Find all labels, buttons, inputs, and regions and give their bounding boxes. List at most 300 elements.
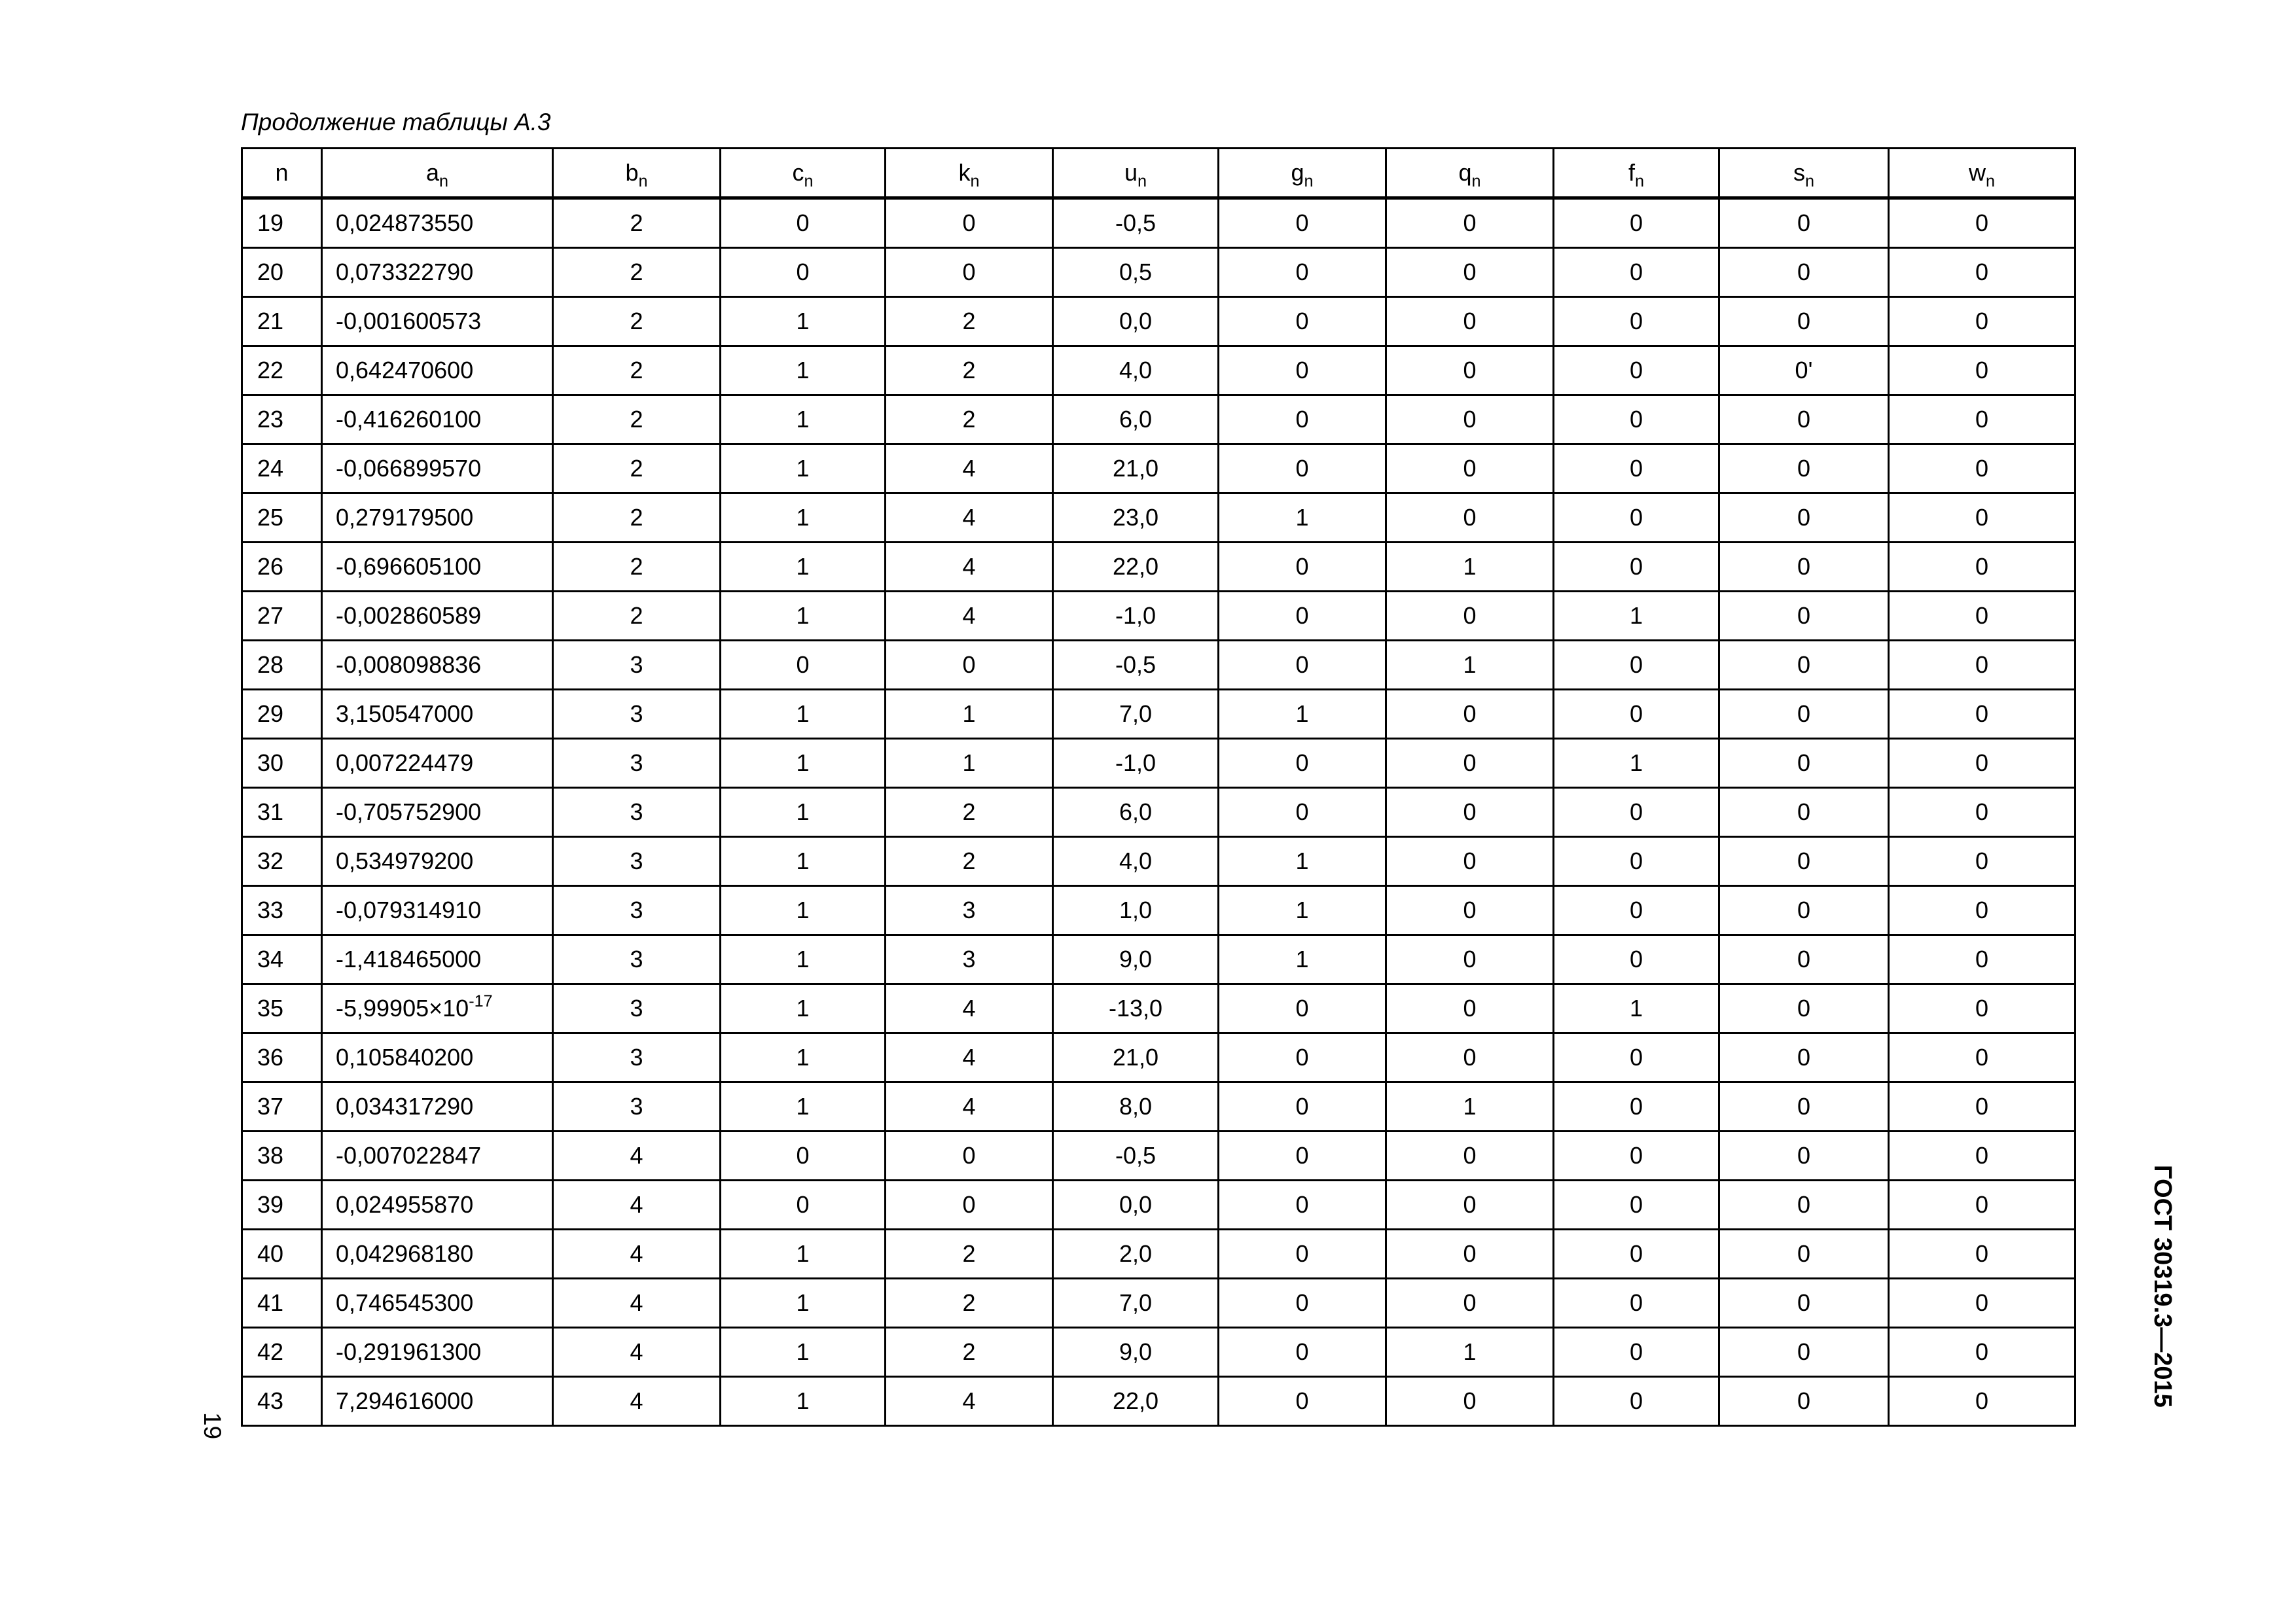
cell-c: 1 [721,690,886,739]
cell-k: 4 [886,543,1053,592]
cell-q: 0 [1386,346,1554,395]
cell-k: 0 [886,1132,1053,1181]
cell-n: 36 [242,1033,322,1082]
cell-w: 0 [1889,395,2075,444]
cell-b: 4 [553,1279,721,1328]
cell-c: 0 [721,1181,886,1230]
column-header-label: c [792,159,804,186]
cell-c: 1 [721,935,886,984]
cell-f: 0 [1554,837,1719,886]
cell-s: 0 [1719,248,1889,297]
cell-c: 1 [721,1082,886,1132]
table-row [242,248,2075,297]
cell-s: 0 [1719,1181,1889,1230]
cell-g: 0 [1219,346,1386,395]
cell-g: 0 [1219,444,1386,493]
cell-g: 1 [1219,493,1386,543]
cell-n: 33 [242,886,322,935]
cell-f: 0 [1554,198,1719,248]
cell-k: 4 [886,1082,1053,1132]
cell-a-value: 0,279179500 [336,504,474,531]
cell-c: 1 [721,493,886,543]
cell-k: 4 [886,444,1053,493]
cell-f: 0 [1554,444,1719,493]
cell-a-value: -0,079314910 [336,897,482,923]
cell-f: 0 [1554,297,1719,346]
table-row [242,690,2075,739]
cell-k: 0 [886,641,1053,690]
cell-q: 0 [1386,984,1554,1033]
cell-c: 1 [721,592,886,641]
cell-a [322,886,553,935]
cell-a-value: 0,024873550 [336,209,474,236]
cell-f: 1 [1554,592,1719,641]
table-row [242,1181,2075,1230]
cell-q: 1 [1386,1082,1554,1132]
cell-s: 0 [1719,641,1889,690]
cell-g: 0 [1219,1033,1386,1082]
cell-s: 0 [1719,1377,1889,1426]
cell-f: 0 [1554,346,1719,395]
cell-a-value: 0,007224479 [336,749,474,776]
column-header-subscript: n [439,171,449,190]
cell-q: 0 [1386,444,1554,493]
cell-q: 0 [1386,1033,1554,1082]
cell-q: 0 [1386,297,1554,346]
cell-c: 0 [721,641,886,690]
cell-f: 0 [1554,690,1719,739]
column-header-label: s [1793,159,1805,186]
cell-s: 0 [1719,493,1889,543]
cell-b: 2 [553,248,721,297]
cell-f: 0 [1554,1279,1719,1328]
cell-q: 0 [1386,592,1554,641]
cell-b: 2 [553,543,721,592]
table-header-row [242,149,2075,198]
column-header-label: q [1458,159,1472,186]
cell-w: 0 [1889,1082,2075,1132]
cell-n: 38 [242,1132,322,1181]
cell-k: 4 [886,1377,1053,1426]
cell-b: 2 [553,346,721,395]
cell-b: 3 [553,739,721,788]
column-header-u [1053,149,1219,198]
cell-s: 0 [1719,297,1889,346]
cell-k: 4 [886,1033,1053,1082]
cell-f: 0 [1554,1033,1719,1082]
cell-a [322,395,553,444]
cell-a [322,1082,553,1132]
cell-s: 0 [1719,837,1889,886]
column-header-a [322,149,553,198]
cell-w: 0 [1889,935,2075,984]
cell-a [322,198,553,248]
cell-q: 0 [1386,1132,1554,1181]
cell-a [322,690,553,739]
cell-s: 0 [1719,739,1889,788]
cell-k: 2 [886,1328,1053,1377]
cell-a [322,493,553,543]
cell-g: 1 [1219,837,1386,886]
cell-w: 0 [1889,444,2075,493]
cell-k: 4 [886,493,1053,543]
cell-s: 0 [1719,395,1889,444]
cell-w: 0 [1889,198,2075,248]
cell-u: -1,0 [1053,739,1219,788]
cell-u: 21,0 [1053,1033,1219,1082]
cell-g: 0 [1219,543,1386,592]
cell-f: 0 [1554,788,1719,837]
cell-s: 0 [1719,1132,1889,1181]
cell-b: 4 [553,1328,721,1377]
column-header-subscript: n [1138,171,1147,190]
cell-a [322,788,553,837]
cell-n: 32 [242,837,322,886]
cell-u: 0,0 [1053,297,1219,346]
cell-a-value: -0,002860589 [336,602,482,629]
cell-w: 0 [1889,543,2075,592]
cell-f: 0 [1554,1181,1719,1230]
cell-n: 21 [242,297,322,346]
cell-q: 0 [1386,1230,1554,1279]
cell-g: 0 [1219,1377,1386,1426]
document-title: ГОСТ 30319.3—2015 [2149,1165,2176,1408]
cell-a [322,297,553,346]
table-row [242,837,2075,886]
cell-q: 0 [1386,886,1554,935]
cell-u: 0,0 [1053,1181,1219,1230]
cell-f: 1 [1554,739,1719,788]
cell-a [322,641,553,690]
cell-w: 0 [1889,1033,2075,1082]
cell-a-value: 7,294616000 [336,1387,474,1414]
cell-s: 0 [1719,788,1889,837]
cell-w: 0 [1889,248,2075,297]
cell-a [322,592,553,641]
cell-a-value: -0,066899570 [336,455,482,482]
cell-k: 3 [886,886,1053,935]
cell-s: 0 [1719,984,1889,1033]
cell-f: 0 [1554,1082,1719,1132]
column-header-label: g [1291,159,1304,186]
cell-b: 3 [553,935,721,984]
table-row [242,984,2075,1033]
cell-g: 0 [1219,1328,1386,1377]
cell-u: 21,0 [1053,444,1219,493]
cell-a [322,935,553,984]
cell-a [322,1328,553,1377]
table-row [242,346,2075,395]
cell-a-value: 0,105840200 [336,1044,474,1071]
cell-a-value: -0,696605100 [336,553,482,580]
column-header-label: k [958,159,971,186]
cell-f: 0 [1554,1230,1719,1279]
cell-g: 1 [1219,886,1386,935]
cell-f: 0 [1554,395,1719,444]
cell-g: 0 [1219,1181,1386,1230]
table-row [242,543,2075,592]
cell-a-value: -5,99905×10 [336,995,469,1022]
cell-n: 41 [242,1279,322,1328]
table-row [242,1328,2075,1377]
cell-s: 0 [1719,444,1889,493]
cell-w: 0 [1889,1132,2075,1181]
cell-b: 4 [553,1181,721,1230]
cell-u: 9,0 [1053,1328,1219,1377]
cell-n: 20 [242,248,322,297]
cell-n: 34 [242,935,322,984]
cell-a-value: 0,534979200 [336,847,474,874]
column-header-label: u [1124,159,1138,186]
cell-a-value: -0,291961300 [336,1338,482,1365]
cell-b: 4 [553,1230,721,1279]
cell-u: 4,0 [1053,346,1219,395]
column-header-f [1554,149,1719,198]
cell-u: 0,5 [1053,248,1219,297]
table-row [242,1132,2075,1181]
cell-f: 0 [1554,641,1719,690]
cell-n: 28 [242,641,322,690]
cell-f: 0 [1554,248,1719,297]
cell-n: 29 [242,690,322,739]
column-header-label: b [625,159,639,186]
cell-c: 1 [721,837,886,886]
cell-a [322,837,553,886]
cell-b: 3 [553,641,721,690]
table-row [242,641,2075,690]
cell-q: 0 [1386,837,1554,886]
cell-q: 0 [1386,395,1554,444]
cell-n: 19 [242,198,322,248]
column-header-label: n [275,159,289,186]
cell-q: 1 [1386,543,1554,592]
cell-c: 1 [721,1230,886,1279]
cell-a-value: 0,042968180 [336,1240,474,1267]
column-header-subscript: n [804,171,814,190]
column-header-subscript: n [1635,171,1645,190]
cell-a-value: 3,150547000 [336,700,474,727]
cell-a-value: 0,034317290 [336,1093,474,1120]
cell-w: 0 [1889,984,2075,1033]
cell-b: 2 [553,493,721,543]
column-header-c [721,149,886,198]
cell-b: 3 [553,1082,721,1132]
cell-q: 0 [1386,1181,1554,1230]
cell-q: 0 [1386,1279,1554,1328]
cell-g: 1 [1219,935,1386,984]
cell-w: 0 [1889,1328,2075,1377]
cell-k: 4 [886,984,1053,1033]
cell-n: 39 [242,1181,322,1230]
cell-w: 0 [1889,592,2075,641]
cell-s: 0 [1719,1033,1889,1082]
table-row [242,739,2075,788]
cell-s: 0 [1719,198,1889,248]
cell-g: 0 [1219,984,1386,1033]
cell-c: 0 [721,198,886,248]
cell-c: 1 [721,788,886,837]
column-header-subscript: n [1985,171,1995,190]
column-header-s [1719,149,1889,198]
cell-n: 26 [242,543,322,592]
table-body [242,198,2075,1426]
column-header-q [1386,149,1554,198]
cell-f: 0 [1554,543,1719,592]
cell-w: 0 [1889,886,2075,935]
cell-a-value: 0,746545300 [336,1289,474,1316]
column-header-n [242,149,322,198]
column-header-w [1889,149,2075,198]
cell-s: 0 [1719,886,1889,935]
cell-k: 1 [886,739,1053,788]
cell-c: 1 [721,984,886,1033]
cell-u: 1,0 [1053,886,1219,935]
cell-f: 0 [1554,886,1719,935]
coefficients-table [241,147,2076,1427]
cell-b: 3 [553,788,721,837]
cell-f: 0 [1554,1132,1719,1181]
cell-q: 0 [1386,1377,1554,1426]
cell-a [322,444,553,493]
cell-b: 2 [553,198,721,248]
cell-n: 22 [242,346,322,395]
cell-s: 0 [1719,690,1889,739]
cell-w: 0 [1889,346,2075,395]
cell-k: 2 [886,346,1053,395]
cell-u: 2,0 [1053,1230,1219,1279]
cell-g: 0 [1219,592,1386,641]
cell-q: 0 [1386,739,1554,788]
cell-q: 0 [1386,493,1554,543]
cell-w: 0 [1889,690,2075,739]
cell-a-value: -0,001600573 [336,308,482,334]
cell-a [322,1181,553,1230]
cell-b: 3 [553,886,721,935]
cell-q: 1 [1386,641,1554,690]
cell-a-exponent: -17 [469,991,493,1010]
cell-c: 1 [721,444,886,493]
cell-s: 0 [1719,543,1889,592]
cell-a [322,248,553,297]
cell-u: 22,0 [1053,1377,1219,1426]
cell-a-value: 0,642470600 [336,357,474,383]
cell-u: 7,0 [1053,1279,1219,1328]
cell-s: 0 [1719,1082,1889,1132]
table-row [242,297,2075,346]
cell-u: -1,0 [1053,592,1219,641]
cell-b: 2 [553,444,721,493]
cell-c: 1 [721,543,886,592]
column-header-g [1219,149,1386,198]
cell-a [322,1230,553,1279]
cell-w: 0 [1889,1181,2075,1230]
cell-u: 4,0 [1053,837,1219,886]
cell-k: 3 [886,935,1053,984]
cell-c: 1 [721,346,886,395]
cell-u: 23,0 [1053,493,1219,543]
cell-q: 0 [1386,198,1554,248]
cell-n: 23 [242,395,322,444]
cell-n: 24 [242,444,322,493]
table-row [242,788,2075,837]
cell-a [322,543,553,592]
cell-c: 1 [721,886,886,935]
cell-u: 6,0 [1053,788,1219,837]
table-row [242,1082,2075,1132]
table-row [242,1279,2075,1328]
cell-f: 0 [1554,1328,1719,1377]
cell-g: 0 [1219,788,1386,837]
cell-n: 40 [242,1230,322,1279]
cell-k: 0 [886,248,1053,297]
cell-k: 2 [886,297,1053,346]
cell-a-value: -0,007022847 [336,1142,482,1169]
cell-n: 27 [242,592,322,641]
cell-u: -0,5 [1053,641,1219,690]
cell-q: 0 [1386,788,1554,837]
cell-a [322,984,553,1033]
cell-w: 0 [1889,641,2075,690]
table-row [242,444,2075,493]
cell-c: 1 [721,1033,886,1082]
cell-g: 0 [1219,1230,1386,1279]
column-header-label: f [1628,159,1635,186]
cell-a-value: 0,024955870 [336,1191,474,1218]
cell-n: 42 [242,1328,322,1377]
cell-c: 1 [721,395,886,444]
cell-q: 0 [1386,935,1554,984]
table-row [242,1377,2075,1426]
cell-f: 0 [1554,493,1719,543]
cell-k: 2 [886,395,1053,444]
cell-n: 25 [242,493,322,543]
cell-u: -0,5 [1053,198,1219,248]
cell-b: 3 [553,837,721,886]
cell-b: 3 [553,984,721,1033]
cell-g: 0 [1219,198,1386,248]
table-row [242,935,2075,984]
cell-w: 0 [1889,297,2075,346]
cell-n: 35 [242,984,322,1033]
cell-w: 0 [1889,1377,2075,1426]
cell-b: 3 [553,690,721,739]
cell-s: 0 [1719,1279,1889,1328]
cell-n: 30 [242,739,322,788]
cell-c: 0 [721,248,886,297]
cell-s: 0 [1719,1230,1889,1279]
cell-f: 1 [1554,984,1719,1033]
cell-u: -0,5 [1053,1132,1219,1181]
column-header-b [553,149,721,198]
cell-a [322,1377,553,1426]
cell-b: 3 [553,1033,721,1082]
table-row [242,1230,2075,1279]
column-header-subscript: n [1804,171,1814,190]
cell-q: 0 [1386,690,1554,739]
page-number: 19 [199,1412,226,1440]
cell-g: 0 [1219,395,1386,444]
column-header-subscript: n [970,171,980,190]
cell-g: 0 [1219,1082,1386,1132]
cell-w: 0 [1889,739,2075,788]
cell-s: 0 [1719,592,1889,641]
cell-g: 1 [1219,690,1386,739]
cell-g: 0 [1219,1279,1386,1328]
cell-f: 0 [1554,935,1719,984]
cell-g: 0 [1219,739,1386,788]
cell-n: 31 [242,788,322,837]
table-row [242,198,2075,248]
